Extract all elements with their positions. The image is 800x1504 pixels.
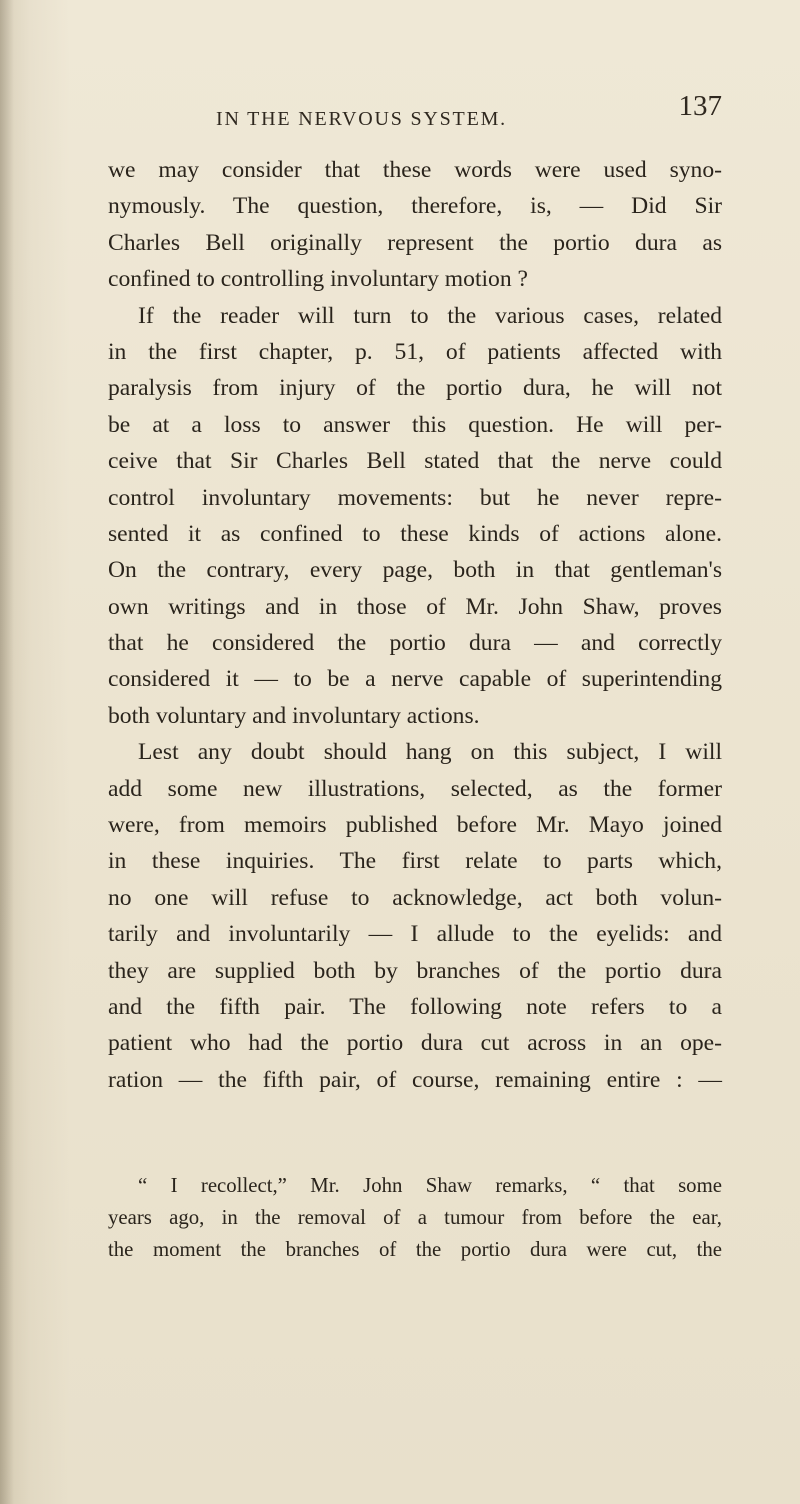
text-line: in the first chapter, p. 51, of patients affected with xyxy=(108,338,722,365)
text-line: both voluntary and involuntary actions. xyxy=(108,702,480,729)
text-line: nymously. The question, therefore, is, — Did Sir xyxy=(108,193,722,220)
text-line: On the contrary, every page, both in that gentleman's xyxy=(108,557,722,584)
quote-line: the moment the branches of the portio dura were cut, the xyxy=(108,1238,722,1261)
text-line: were, from memoirs published before Mr. Mayo joined xyxy=(108,812,722,839)
text-line: paralysis from injury of the portio dura, he will not xyxy=(108,375,722,402)
text-line: patient who had the portio dura cut across in an ope- xyxy=(108,1030,722,1057)
text-line: they are supplied both by branches of the portio dura xyxy=(108,957,722,984)
text-line: and the fifth pair. The following note refers to a xyxy=(108,993,722,1020)
running-title: IN THE NERVOUS SYSTEM. xyxy=(216,108,507,130)
text-line: considered it — to be a nerve capable of superintending xyxy=(108,666,722,693)
text-line: ration — the fifth pair, of course, remaining entire : — xyxy=(108,1066,722,1093)
text-line: tarily and involuntarily — I allude to the eyelids: and xyxy=(108,921,722,948)
text-line: in these inquiries. The first relate to parts which, xyxy=(108,848,722,875)
body-text xyxy=(108,152,722,1098)
text-line: add some new illustrations, selected, as the former xyxy=(108,775,722,802)
quoted-passage xyxy=(108,1170,722,1266)
text-line: we may consider that these words were used syno- xyxy=(108,157,722,183)
quote-line: “ I recollect,” Mr. John Shaw remarks, “ that some xyxy=(138,1174,722,1197)
text-line: control involuntary movements: but he never repre- xyxy=(108,484,722,511)
text-line: sented it as confined to these kinds of actions alone. xyxy=(108,520,722,547)
text-line: own writings and in those of Mr. John Shaw, proves xyxy=(108,593,722,620)
text-line: confined to controlling involuntary motion ? xyxy=(108,266,529,293)
text-line: be at a loss to answer this question. He will per- xyxy=(108,411,722,438)
page-gutter-shadow xyxy=(0,0,14,1504)
text-line: that he considered the portio dura — and correctly xyxy=(108,630,722,657)
quote-line: years ago, in the removal of a tumour from before the ear, xyxy=(108,1206,722,1229)
page-number: 137 xyxy=(678,90,722,122)
text-line: Lest any doubt should hang on this subject, I will xyxy=(138,739,722,766)
text-line: If the reader will turn to the various cases, related xyxy=(138,302,722,329)
running-head xyxy=(100,90,722,144)
text-line: ceive that Sir Charles Bell stated that the nerve could xyxy=(108,448,722,475)
text-line: no one will refuse to acknowledge, act both volun- xyxy=(108,884,722,911)
text-line: Charles Bell originally represent the portio dura as xyxy=(108,229,722,256)
